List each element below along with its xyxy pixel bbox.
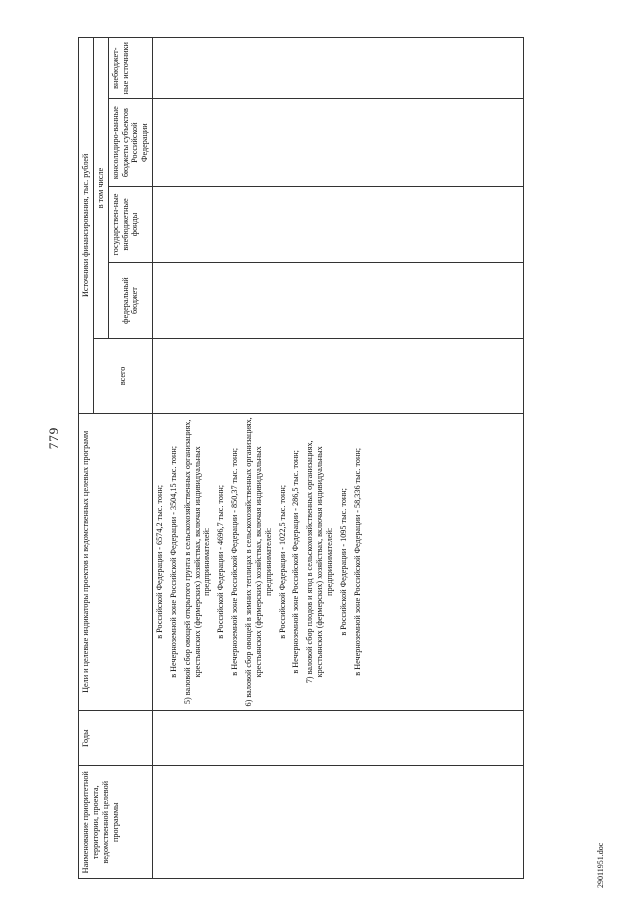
goal-line: в Нечерноземной зоне Российской Федерации - 58,336 тыс. тонн; (352, 447, 362, 676)
goal-line: 6) валовой сбор овощей в зимних теплицах в сельскохозяйственных организациях, крестьянских (фермерских) хозяйствах, включая индивидуальных предпринимателей: (243, 417, 273, 707)
header-federal: федеральный бюджет (108, 263, 152, 339)
goal-line: в Нечерноземной зоне Российской Федерации - 850,37 тыс. тонн; (230, 447, 240, 676)
footer-file-name: 29011951.doc (596, 842, 605, 888)
header-state-funds: государствен-ные внебюджетные фонды (108, 186, 152, 262)
cell-state-funds (153, 186, 524, 262)
cell-total (153, 339, 524, 414)
goal-line: 5) валовой сбор овощей открытого грунта в сельскохозяйственных организациях, крестьянских (фермерских) хозяйствах, включая индивидуальных предпринимателей: (182, 419, 212, 705)
cell-name (153, 766, 524, 879)
header-goals: Цели и целевые индикаторы проектов и ведомственных целевых программ (79, 413, 153, 710)
cell-federal (153, 263, 524, 339)
cell-goals (153, 413, 524, 710)
goal-line: в Российской Федерации - 1022,5 тыс. тонн; (277, 484, 287, 639)
goal-line: в Российской Федерации - 1095 тыс. тонн; (338, 488, 348, 636)
header-consolidated: консолидиро-ванные бюджеты субъектов Российской Федерации (108, 99, 152, 186)
goal-line: в Российской Федерации - 4696,7 тыс. тонн; (216, 484, 226, 639)
goal-line: в Российской Федерации - 6574,2 тыс. тонн; (155, 484, 165, 639)
header-total: всего (93, 339, 152, 414)
header-years: Годы (79, 710, 153, 766)
header-extra: внебюджет-ные источники (108, 38, 152, 99)
cell-extra (153, 38, 524, 99)
header-sources: Источники финансирования, тыс. рублей (79, 38, 94, 414)
header-including: в том числе (93, 38, 108, 339)
cell-years (153, 710, 524, 766)
goal-line: в Нечерноземной зоне Российской Федерации - 3504,15 тыс. тонн; (168, 445, 178, 678)
cell-consolidated (153, 99, 524, 186)
goal-line: в Нечерноземной зоне Российской Федерации - 286,5 тыс. тонн; (291, 450, 301, 674)
header-name: Наименование приоритетной территории, проекта, ведомственной целевой программы (79, 766, 153, 879)
goal-line: 7) валовой сбор плодов и ягод в сельскохозяйственных организациях, крестьянских (фермерских) хозяйствах, включая индивидуальных предпринимателей: (305, 440, 334, 684)
page-number: 779 (46, 426, 61, 450)
financing-table (78, 37, 524, 879)
